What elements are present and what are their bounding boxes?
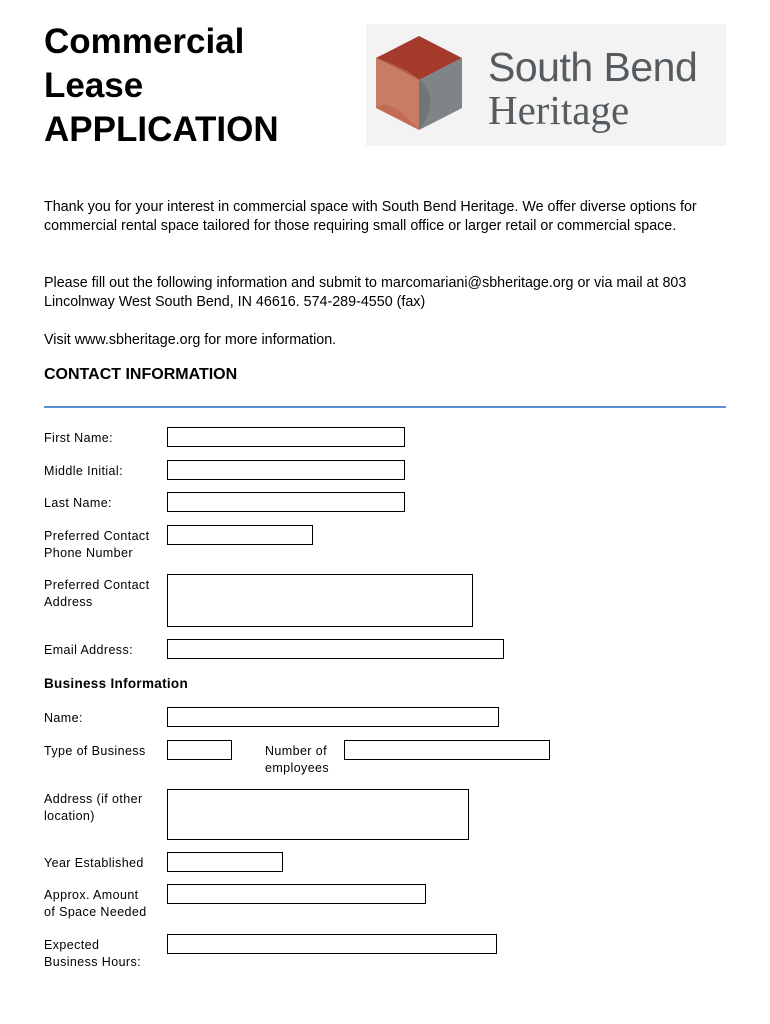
logo-name-line-2: Heritage [488, 87, 630, 133]
space-needed-label-line-2: of Space Needed [44, 904, 147, 919]
last-name-input[interactable] [167, 492, 405, 512]
page-title [44, 20, 279, 152]
employees-label-line-1: Number of [265, 744, 327, 758]
business-name-input[interactable] [167, 707, 499, 727]
middle-initial-label: Middle Initial: [44, 464, 123, 478]
space-needed-label-line-1: Approx. Amount [44, 888, 139, 902]
website-note: Visit www.sbheritage.org for more information. [44, 332, 337, 348]
employees-label [265, 743, 329, 776]
first-name-input[interactable] [167, 427, 405, 447]
business-hours-label-line-1: Expected [44, 938, 100, 952]
space-needed-input[interactable] [167, 884, 426, 904]
year-established-input[interactable] [167, 852, 283, 872]
phone-input[interactable] [167, 525, 313, 545]
section-divider [44, 406, 726, 408]
business-address-label [44, 791, 143, 824]
title-line-1: Commercial [44, 22, 245, 61]
last-name-label: Last Name: [44, 496, 112, 510]
cube-logo-icon [374, 34, 464, 134]
intro-paragraph: Thank you for your interest in commercial space with South Bend Heritage. We offer diverse options for commercial rental space tailored for those requiring small office or larger retail or commercial space. [44, 199, 697, 234]
phone-label-line-2: Phone Number [44, 545, 133, 560]
contact-address-label-line-2: Address [44, 594, 93, 609]
employees-input[interactable] [344, 740, 550, 760]
title-line-2: Lease [44, 66, 144, 105]
phone-label [44, 528, 149, 561]
email-label: Email Address: [44, 643, 133, 657]
phone-label-line-1: Preferred Contact [44, 529, 150, 543]
business-type-label: Type of Business [44, 744, 146, 758]
contact-address-input[interactable] [167, 574, 473, 627]
email-input[interactable] [167, 639, 504, 659]
business-section-title: Business Information [44, 676, 189, 691]
logo-name-line-1: South Bend [488, 44, 698, 90]
space-needed-label [44, 887, 147, 920]
contact-address-label [44, 577, 149, 610]
business-name-label: Name: [44, 711, 83, 725]
contact-section-title: CONTACT INFORMATION [44, 366, 238, 383]
business-hours-label-line-2: Business Hours: [44, 954, 142, 969]
business-address-label-line-2: location) [44, 808, 95, 823]
middle-initial-input[interactable] [167, 460, 405, 480]
title-line-3: APPLICATION [44, 110, 279, 149]
business-hours-label [44, 937, 141, 970]
year-established-label: Year Established [44, 856, 144, 870]
business-address-label-line-1: Address (if other [44, 792, 143, 806]
business-address-input[interactable] [167, 789, 469, 840]
business-type-input[interactable] [167, 740, 232, 760]
first-name-label: First Name: [44, 431, 113, 445]
employees-label-line-2: employees [265, 760, 330, 775]
business-hours-input[interactable] [167, 934, 497, 954]
contact-address-label-line-1: Preferred Contact [44, 578, 150, 592]
submission-instructions: Please fill out the following information and submit to marcomariani@sbheritage.org or via mail at 803 Lincolnway West South Bend, IN 46616. 574-289-4550 (fax) [44, 275, 687, 310]
